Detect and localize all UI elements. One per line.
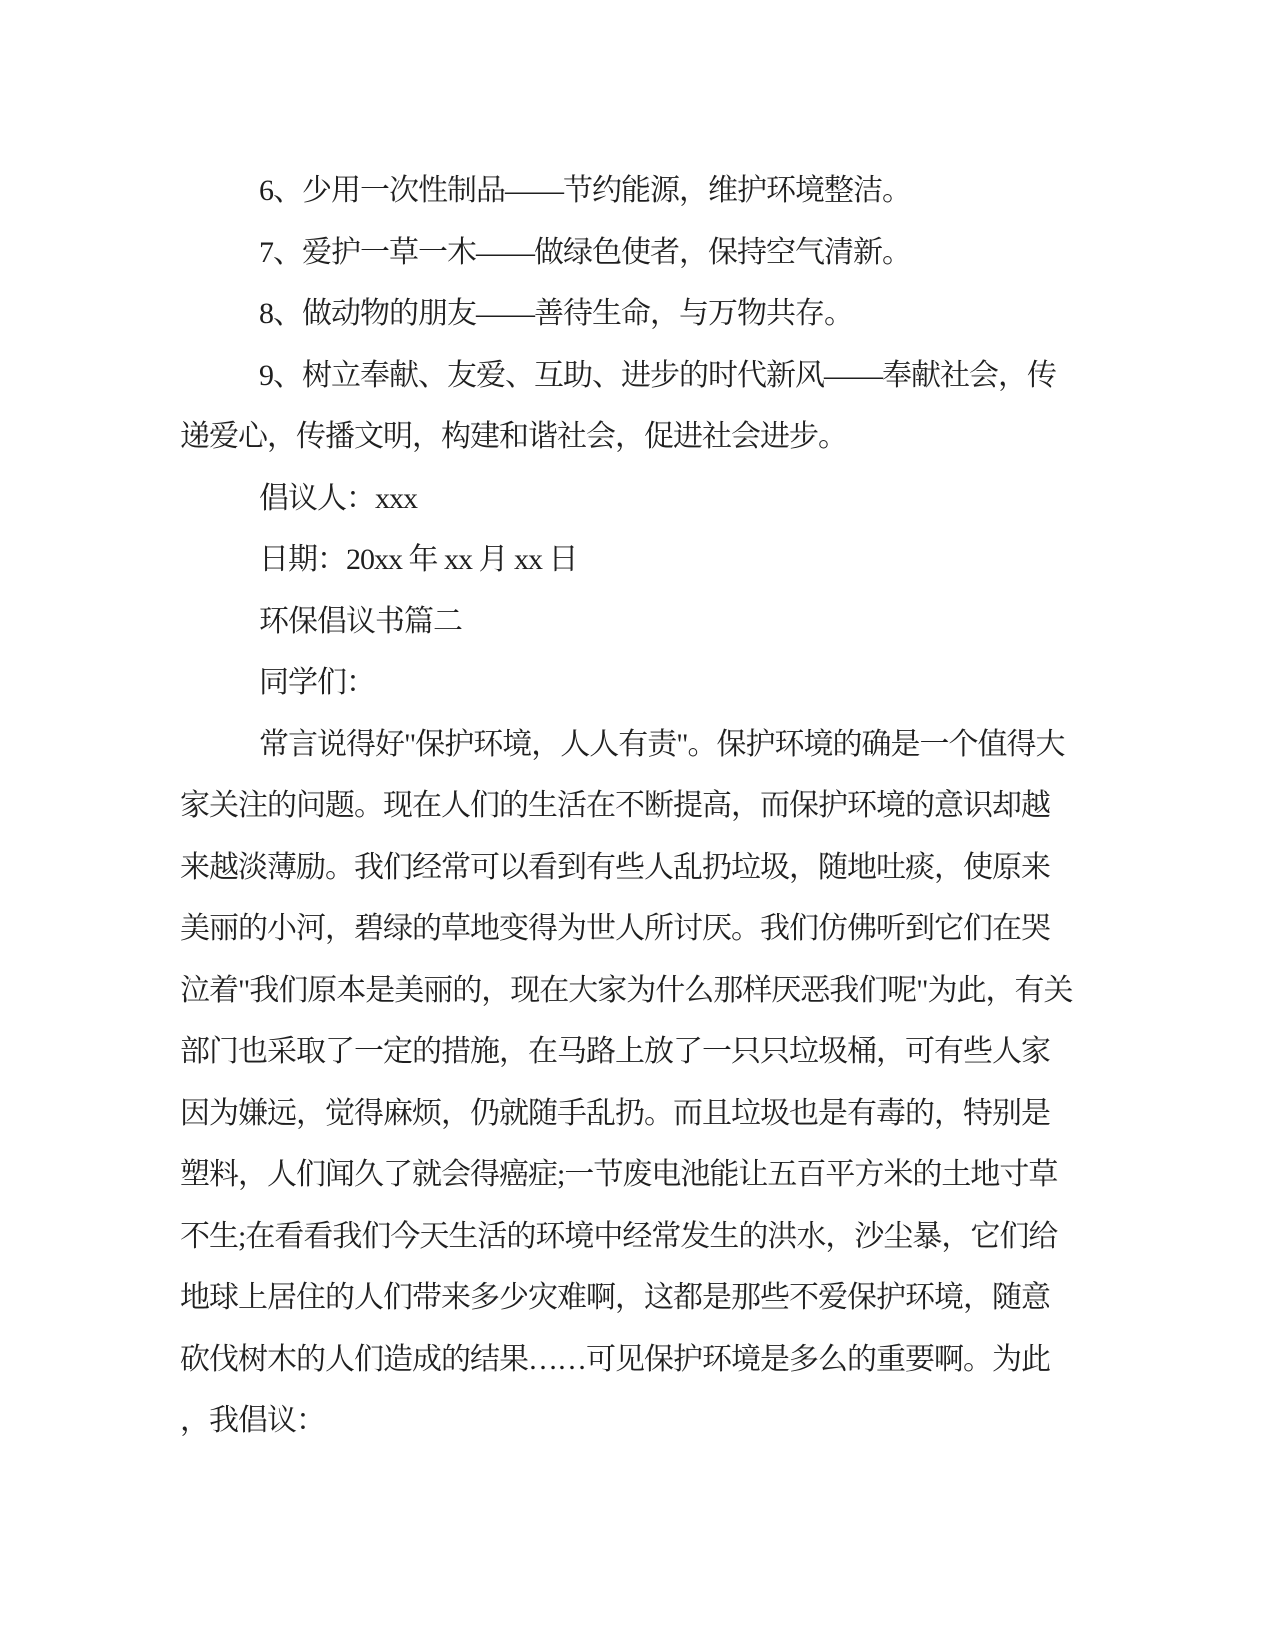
document-body <box>180 160 1100 1452</box>
text-line: 9、树立奉献、友爱、互助、进步的时代新风——奉献社会，传 <box>259 358 1056 392</box>
text-line: 家关注的问题。现在人们的生活在不断提高，而保护环境的意识却越 <box>180 789 1050 822</box>
text-line: 递爱心，传播文明，构建和谐社会，促进社会进步。 <box>180 420 847 453</box>
text-line: 砍伐树木的人们造成的结果……可见保护环境是多么的重要啊。为此 <box>180 1342 1050 1376</box>
text-line: 部门也采取了一定的措施，在马路上放了一只只垃圾桶，可有些人家 <box>180 1035 1050 1068</box>
text-line: ，我倡议： <box>180 1404 325 1437</box>
text-line: 日期：20xx 年 xx 月 xx 日 <box>259 543 578 576</box>
text-line: 因为嫌远，觉得麻烦，仍就随手乱扔。而且垃圾也是有毒的，特别是 <box>180 1096 1050 1130</box>
text-line: 来越淡薄励。我们经常可以看到有些人乱扔垃圾，随地吐痰，使原来 <box>180 850 1050 884</box>
text-line: 地球上居住的人们带来多少灾难啊，这都是那些不爱保护环境，随意 <box>180 1281 1050 1314</box>
text-line: 常言说得好"保护环境，人人有责"。保护环境的确是一个值得大 <box>259 727 1065 761</box>
text-line: 8、做动物的朋友——善待生命，与万物共存。 <box>259 297 853 330</box>
text-line: 不生;在看看我们今天生活的环境中经常发生的洪水，沙尘暴，它们给 <box>180 1219 1058 1253</box>
text-line: 美丽的小河，碧绿的草地变得为世人所讨厌。我们仿佛听到它们在哭 <box>180 912 1050 945</box>
text-line: 7、爱护一草一木——做绿色使者，保持空气清新。 <box>259 235 911 269</box>
text-line: 倡议人：xxx <box>259 481 417 515</box>
text-line: 同学们： <box>259 666 375 699</box>
text-line: 环保倡议书篇二 <box>259 604 462 638</box>
text-line: 塑料，人们闻久了就会得癌症;一节废电池能让五百平方米的土地寸草 <box>180 1158 1058 1191</box>
text-line: 6、少用一次性制品——节约能源，维护环境整洁。 <box>259 174 911 207</box>
text-line: 泣着"我们原本是美丽的，现在大家为什么那样厌恶我们呢"为此，有关 <box>180 973 1073 1007</box>
